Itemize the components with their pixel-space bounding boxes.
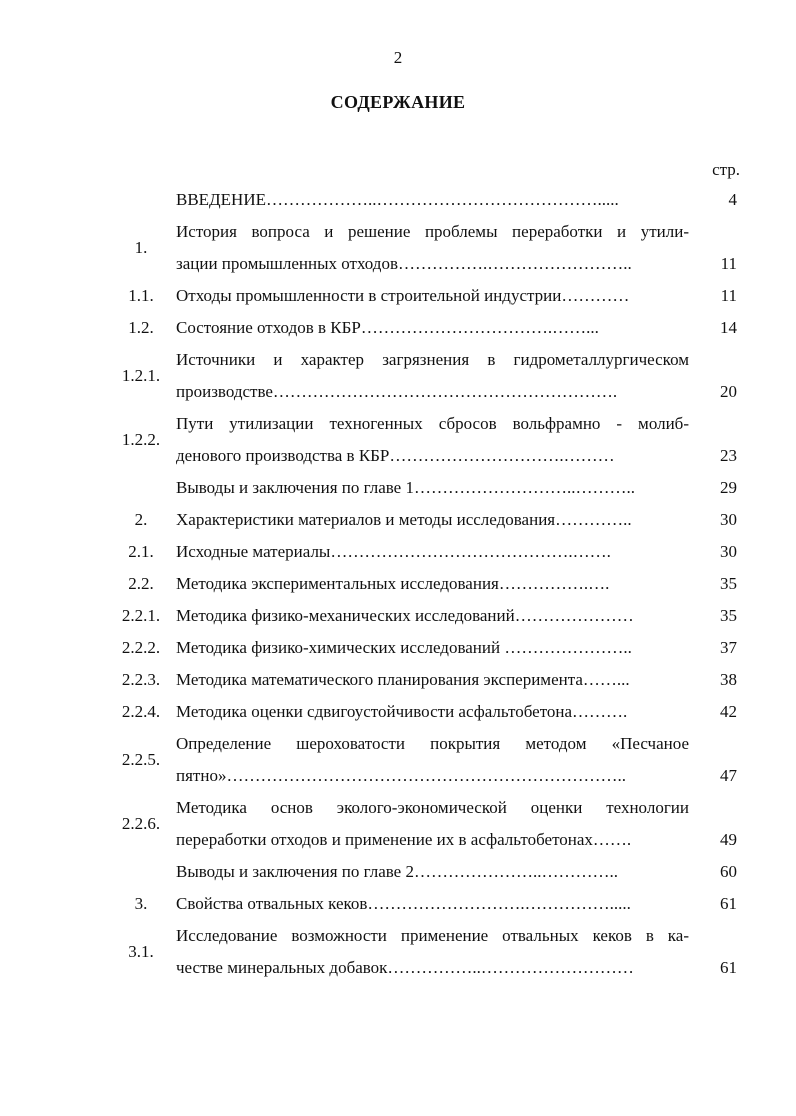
- toc-entry-title: [176, 344, 689, 408]
- toc-entry: [110, 408, 750, 472]
- page-title: СОДЕРЖАНИЕ: [330, 92, 466, 112]
- toc-entry: [110, 280, 750, 312]
- toc-entry-page: 23: [720, 446, 737, 465]
- toc-entry-page: 60: [720, 862, 737, 881]
- toc-entry-page: 47: [720, 766, 737, 785]
- toc-entry-title: [176, 664, 689, 696]
- toc-entry-number: 2.2.3.: [121, 670, 161, 689]
- toc-entry-line: Выводы и заключения по главе 2…………………..…………..: [176, 862, 618, 881]
- toc-entry-page: 49: [720, 830, 737, 849]
- toc-entry-title: [176, 504, 689, 536]
- toc-entry-line: Методика физико-химических исследований …………………..: [176, 638, 632, 657]
- toc-entry-title: [176, 600, 689, 632]
- toc-entry-line: переработки отходов и применение их в асфальтобетонах…….: [176, 830, 632, 849]
- toc-entry-number: 1.2.: [128, 318, 154, 337]
- toc-entry-title: [176, 536, 689, 568]
- toc-entry-title: [176, 280, 689, 312]
- toc-entry-page: 11: [720, 286, 737, 305]
- toc-entry-page: 61: [720, 894, 737, 913]
- toc-entry: [110, 344, 750, 408]
- toc-entry-number: 3.1.: [128, 942, 154, 961]
- table-of-contents: [110, 184, 750, 984]
- toc-entry-page: 14: [720, 318, 737, 337]
- toc-entry: [110, 728, 750, 792]
- toc-entry: [110, 504, 750, 536]
- toc-entry-number: 2.2.4.: [121, 702, 161, 721]
- toc-entry-page: 42: [720, 702, 737, 721]
- toc-entry-line: Исходные материалы…………………………………….…….: [176, 542, 611, 561]
- toc-entry: [110, 792, 750, 856]
- toc-entry-line: Пути утилизации техногенных сбросов вольфрамно - молиб-: [176, 414, 689, 433]
- toc-entry-title: [176, 856, 689, 888]
- toc-entry-page: 35: [720, 574, 737, 593]
- toc-entry-line: Методика физико-механических исследований…………………: [176, 606, 634, 625]
- toc-entry: [110, 568, 750, 600]
- toc-entry-line: Методика основ эколого-экономической оценки технологии: [176, 798, 689, 817]
- toc-entry: [110, 184, 750, 216]
- toc-entry-page: 4: [728, 190, 737, 209]
- toc-entry-number: 2.2.5.: [121, 750, 161, 769]
- toc-entry-number: 1.2.2.: [121, 430, 161, 449]
- toc-entry-page: 30: [720, 542, 737, 561]
- toc-entry-title: [176, 184, 689, 216]
- toc-entry-page: 20: [720, 382, 737, 401]
- toc-entry-line: Методика оценки сдвигоустойчивости асфальтобетона……….: [176, 702, 628, 721]
- toc-entry-line: пятно»……………………………………………………………..: [176, 766, 626, 785]
- toc-entry-line: История вопроса и решение проблемы переработки и утили-: [176, 222, 689, 241]
- toc-entry-number: 1.2.1.: [121, 366, 161, 385]
- toc-entry: [110, 696, 750, 728]
- toc-entry-line: Свойства отвальных кеков……………………….…………….....: [176, 894, 631, 913]
- toc-entry-page: 11: [720, 254, 737, 273]
- toc-entry-title: [176, 792, 689, 856]
- toc-entry-line: Определение шероховатости покрытия методом «Песчаное: [176, 734, 689, 753]
- toc-entry: [110, 312, 750, 344]
- toc-entry-line: Состояние отходов в КБР…………………………….……...: [176, 318, 599, 337]
- toc-entry-title: [176, 696, 689, 728]
- toc-entry: [110, 664, 750, 696]
- toc-entry-title: [176, 920, 689, 984]
- toc-entry: [110, 472, 750, 504]
- toc-entry-line: Характеристики материалов и методы исследования…………..: [176, 510, 632, 529]
- toc-entry-line: Методика экспериментальных исследования…………….….: [176, 574, 610, 593]
- toc-entry: [110, 888, 750, 920]
- toc-entry-page: 35: [720, 606, 737, 625]
- toc-entry: [110, 600, 750, 632]
- toc-entry: [110, 920, 750, 984]
- toc-entry-number: 3.: [134, 894, 148, 913]
- page-number: 2: [393, 48, 403, 67]
- toc-entry-line: Источники и характер загрязнения в гидрометаллургическом: [176, 350, 689, 369]
- toc-entry-line: Отходы промышленности в строительной индустрии…………: [176, 286, 630, 305]
- toc-entry-page: 29: [720, 478, 737, 497]
- toc-entry-number: 1.1.: [128, 286, 154, 305]
- toc-entry-line: производстве…………………………………………………….: [176, 382, 618, 401]
- toc-entry-title: [176, 568, 689, 600]
- toc-entry-line: ВВЕДЕНИЕ………………..………………………………….....: [176, 190, 619, 209]
- toc-entry-number: 2.2.1.: [121, 606, 161, 625]
- toc-entry-line: Исследование возможности применение отвальных кеков в ка-: [176, 926, 689, 945]
- toc-entry-title: [176, 888, 689, 920]
- toc-entry: [110, 856, 750, 888]
- toc-entry-number: 2.1.: [128, 542, 154, 561]
- toc-entry: [110, 216, 750, 280]
- toc-entry-line: Методика математического планирования эксперимента……...: [176, 670, 630, 689]
- toc-entry-title: [176, 216, 689, 280]
- page-column-header: стр.: [712, 160, 740, 179]
- toc-entry-number: 1.: [134, 238, 148, 257]
- toc-entry-number: 2.: [134, 510, 148, 529]
- toc-entry-page: 30: [720, 510, 737, 529]
- toc-entry-line: Выводы и заключения по главе 1………………………..………..: [176, 478, 635, 497]
- toc-entry: [110, 632, 750, 664]
- toc-entry-title: [176, 728, 689, 792]
- toc-entry-title: [176, 472, 689, 504]
- toc-entry-line: денового производства в КБР………………………….………: [176, 446, 615, 465]
- toc-entry: [110, 536, 750, 568]
- toc-entry-number: 2.2.: [128, 574, 154, 593]
- toc-entry-page: 61: [720, 958, 737, 977]
- toc-entry-title: [176, 312, 689, 344]
- toc-entry-page: 37: [720, 638, 737, 657]
- toc-entry-number: 2.2.6.: [121, 814, 161, 833]
- toc-entry-number: 2.2.2.: [121, 638, 161, 657]
- toc-entry-line: честве минеральных добавок……………..………………………: [176, 958, 634, 977]
- toc-entry-line: зации промышленных отходов…………….……………………..: [176, 254, 632, 273]
- toc-entry-title: [176, 408, 689, 472]
- toc-entry-title: [176, 632, 689, 664]
- toc-entry-page: 38: [720, 670, 737, 689]
